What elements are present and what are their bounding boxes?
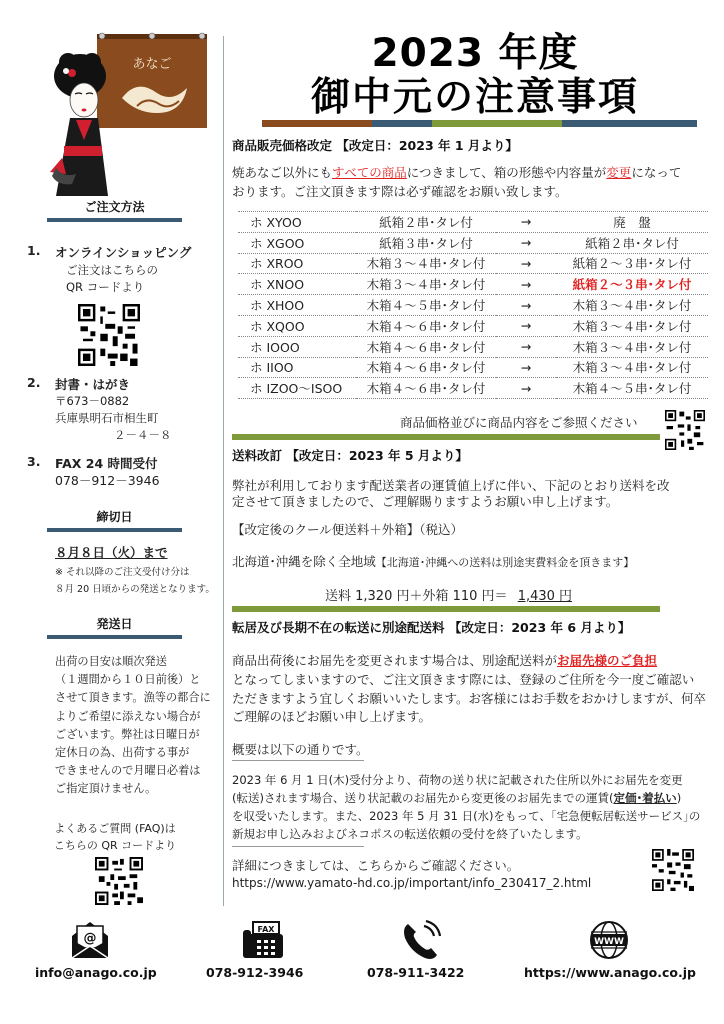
- step-2-address-number: ２－４－８: [114, 428, 172, 442]
- table-row: [238, 378, 708, 399]
- faq-qr-code[interactable]: [95, 857, 143, 905]
- shipping-text-block: [55, 653, 215, 799]
- svg-text:@: @: [83, 931, 97, 946]
- footer-fax[interactable]: 078-912-3946: [206, 965, 304, 980]
- before-spec: 木箱４～６串･タレ付: [356, 357, 496, 378]
- summary-rule-top: [232, 760, 364, 761]
- text-span: ): [676, 791, 682, 805]
- shipping-line: ございます。弊社は日曜日が: [55, 727, 200, 741]
- forwarding-line-2: となってしまいますので、ご注文頂きます際には、登録のご住所を今一度ご確認い: [232, 672, 695, 687]
- detail-line-3: を収受いたします。また、2023 年 5 月 31 日(水)をもって、｢宅急便転居転送サービス｣の: [232, 809, 701, 823]
- shipping-fee-heading: 送料改訂 【改定日：2023 年 5 月より】: [232, 448, 468, 463]
- text-span: 商品出荷後にお届先を変更されます場合は、別途配送料が: [232, 653, 558, 668]
- shipping-line: できませんので月曜日必着は: [55, 764, 201, 778]
- table-row: [238, 315, 708, 336]
- deadline-note-2: ８月 20 日頃からの発送となります。: [55, 584, 215, 595]
- cool-fee-label: 【改定後のクール便送料＋外箱】（税込）: [232, 522, 464, 537]
- deadline-bar: [47, 528, 182, 532]
- summary-rule-bottom: [232, 846, 364, 847]
- shipping-line: させて頂きます。漁等の都合に: [55, 691, 211, 705]
- arrow: →: [496, 274, 556, 295]
- before-spec: 木箱４～６串･タレ付: [356, 378, 496, 399]
- table-row: [238, 232, 708, 253]
- recipient-pays-highlight: お届先様のご負担: [557, 653, 658, 668]
- title-bar-navy-2: [562, 120, 697, 127]
- step-1-body2: QR コードより: [66, 280, 145, 294]
- product-code: ホ IZOO～ISOO: [238, 378, 356, 399]
- arrow: →: [496, 315, 556, 336]
- table-row: [238, 336, 708, 357]
- forwarding-fee-heading: 転居及び長期不在の転送に別途配送料 【改定日：2023 年 6 月より】: [232, 620, 631, 635]
- shipping-line: ご指定頂けません。: [55, 782, 157, 796]
- step-2-postal: 〒673－0882: [55, 394, 130, 408]
- step-2-title: 封書・はがき: [55, 377, 131, 392]
- after-spec: 木箱３～４串･タレ付: [556, 315, 708, 336]
- text-span: (転送)されます場合、送り状記載のお届先から変更後のお届先までの運賃(: [232, 791, 614, 805]
- shipping-fee-line-1: 弊社が利用しております配送業者の運賃値上げに伴い、下記のとおり送料を改: [232, 478, 670, 493]
- step-3-title: FAX 24 時間受付: [55, 456, 158, 471]
- after-spec: 木箱３～４串･タレ付: [556, 357, 708, 378]
- after-spec: 木箱３～４串･タレ付: [556, 295, 708, 316]
- fee-calculation: [325, 585, 572, 604]
- maiko-noren-illustration: [42, 28, 212, 198]
- column-divider: [223, 36, 224, 906]
- shipping-line: よりご希望に添えない場合が: [55, 709, 201, 723]
- hokkaido-okinawa-note: 【北海道･沖縄への送料は別途実費料金を頂きます】: [375, 556, 635, 569]
- price-reference-note: 商品価格並びに商品内容をご参照ください: [400, 415, 638, 430]
- product-code: ホ IOOO: [238, 336, 356, 357]
- shipping-line: （１週間から１０日前後）と: [55, 673, 201, 687]
- globe-www-icon: [585, 920, 633, 960]
- footer-phone[interactable]: 078-911-3422: [367, 965, 465, 980]
- arrow: →: [496, 253, 556, 274]
- fax-icon-label: FAX: [257, 925, 275, 934]
- table-row: [238, 357, 708, 378]
- price-revision-heading: 商品販売価格改定 【改定日：2023 年 1 月より】: [232, 138, 518, 153]
- before-spec: 木箱４～６串･タレ付: [356, 336, 496, 357]
- before-spec: 木箱３～４串･タレ付: [356, 274, 496, 295]
- title-bar-navy: [372, 120, 432, 127]
- title-bar-olive: [432, 120, 562, 127]
- after-spec: 木箱４～５串･タレ付: [556, 378, 708, 399]
- page-title-line-2: 御中元の注意事項: [310, 75, 639, 120]
- arrow: →: [496, 295, 556, 316]
- product-code: ホ XNOO: [238, 274, 356, 295]
- arrow: →: [496, 378, 556, 399]
- table-row: [238, 295, 708, 316]
- forwarding-line-1: [232, 651, 702, 670]
- before-spec: 木箱３～４串･タレ付: [356, 253, 496, 274]
- noren-curtain: [97, 33, 207, 128]
- faq-text-2: こちらの QR コードより: [53, 839, 177, 852]
- price-revision-paragraph: [232, 163, 702, 182]
- all-products-highlight: すべての商品: [332, 165, 407, 180]
- step-1-title: オンラインショッピング: [55, 245, 192, 260]
- cod-highlight: 定価･着払い: [613, 791, 677, 805]
- fax-icon: [239, 920, 287, 960]
- summary-label: 概要は以下の通りです。: [232, 742, 369, 757]
- step-1-body1: ご注文はこちらの: [66, 263, 158, 277]
- footer-email[interactable]: info@anago.co.jp: [35, 965, 157, 980]
- product-code: ホ XROO: [238, 253, 356, 274]
- section-divider-1: [232, 434, 660, 440]
- footer-website[interactable]: https://www.anago.co.jp: [524, 965, 696, 980]
- text-span: になって: [631, 165, 682, 180]
- text-span: 焼あなご以外にも: [232, 165, 333, 180]
- step-1-number: 1.: [27, 243, 41, 258]
- before-spec: 紙箱３串･タレ付: [356, 232, 496, 253]
- table-row: [238, 253, 708, 274]
- text-span: につきまして、箱の形態や内容量が: [406, 165, 607, 180]
- yamato-link[interactable]: https://www.yamato-hd.co.jp/important/info_230417_2.html: [232, 876, 592, 890]
- before-spec: 木箱４～６串･タレ付: [356, 315, 496, 336]
- price-revision-paragraph-2: おります。ご注文頂きます際は必ず確認をお願い致します。: [232, 184, 568, 199]
- deadline-date: ８月８日（火）まで: [55, 545, 168, 560]
- arrow: →: [496, 336, 556, 357]
- price-qr-code[interactable]: [665, 410, 705, 450]
- detail-line-4: 新規お申し込みおよびネコポスの転送依頼の受付を終了いたします。: [232, 827, 588, 841]
- table-row: [238, 274, 708, 295]
- order-method-heading: ご注文方法: [84, 200, 145, 214]
- table-row: [238, 212, 708, 233]
- section-divider-2: [232, 606, 660, 612]
- arrow: →: [496, 357, 556, 378]
- before-spec: 木箱４～５串･タレ付: [356, 295, 496, 316]
- deadline-note-1: ※ それ以降のご注文受付け分は: [55, 567, 190, 578]
- step-3-fax-number: 078－912－3946: [55, 473, 160, 488]
- after-spec: 紙箱２～３串･タレ付: [556, 253, 708, 274]
- fee-formula: 送料 1,320 円＋外箱 110 円＝: [325, 589, 508, 604]
- email-icon: [66, 920, 114, 960]
- product-code: ホ XYOO: [238, 212, 356, 233]
- product-change-table: [238, 211, 708, 399]
- product-code: ホ XHOO: [238, 295, 356, 316]
- change-highlight: 変更: [606, 165, 632, 180]
- after-spec: 紙箱２～３串･タレ付: [556, 274, 708, 295]
- shipping-line: 出荷の目安は順次発送: [55, 655, 167, 668]
- order-qr-code[interactable]: [78, 304, 140, 366]
- product-code: ホ XQOO: [238, 315, 356, 336]
- yamato-qr-code[interactable]: [652, 849, 694, 891]
- detail-line-1: 2023 年 6 月 1 日(木)受付分より、荷物の送り状に記載された住所以外にお届先を変更: [232, 773, 683, 787]
- product-code: ホ IIOO: [238, 357, 356, 378]
- page-title-line-1: 2023 年度: [371, 31, 579, 76]
- step-2-address: 兵庫県明石市相生町: [55, 411, 159, 425]
- step-2-number: 2.: [27, 375, 41, 390]
- shipping-bar: [47, 635, 182, 639]
- shipping-fee-line-2: 定させて頂きましたので、ご理解賜りますようお願い申し上げます。: [232, 494, 619, 509]
- order-method-bar: [47, 218, 182, 222]
- shipping-heading: 発送日: [96, 617, 133, 631]
- arrow: →: [496, 212, 556, 233]
- region-note: [232, 552, 702, 572]
- detail-line-2: [232, 789, 702, 808]
- step-3-number: 3.: [27, 454, 41, 469]
- text-span: 北海道･沖縄を除く全地域: [232, 554, 376, 569]
- detail-info-text: 詳細につきましては、こちらからご確認ください。: [232, 858, 520, 873]
- faq-text-1: よくあるご質問 (FAQ)は: [54, 822, 176, 835]
- product-code: ホ XGOO: [238, 232, 356, 253]
- shipping-line: 定休日の為、出荷する事が: [55, 746, 190, 760]
- arrow: →: [496, 232, 556, 253]
- before-spec: 紙箱２串･タレ付: [356, 212, 496, 233]
- after-spec: 紙箱２串･タレ付: [556, 232, 708, 253]
- after-spec: 廃 盤: [556, 212, 708, 233]
- deadline-heading: 締切日: [96, 510, 133, 524]
- phone-icon: [398, 920, 446, 960]
- after-spec: 木箱３～４串･タレ付: [556, 336, 708, 357]
- fee-total: 1,430 円: [517, 589, 573, 604]
- title-bar-brown: [262, 120, 372, 127]
- noren-logo-text: あなご: [132, 57, 172, 72]
- www-icon-label: WWW: [594, 937, 624, 947]
- forwarding-line-3: ただきますよう宜しくお願いいたします。お客様にはお手数をおかけしますが、何卒: [232, 691, 707, 706]
- forwarding-line-4: ご理解のほどお願い申し上げます。: [232, 709, 432, 724]
